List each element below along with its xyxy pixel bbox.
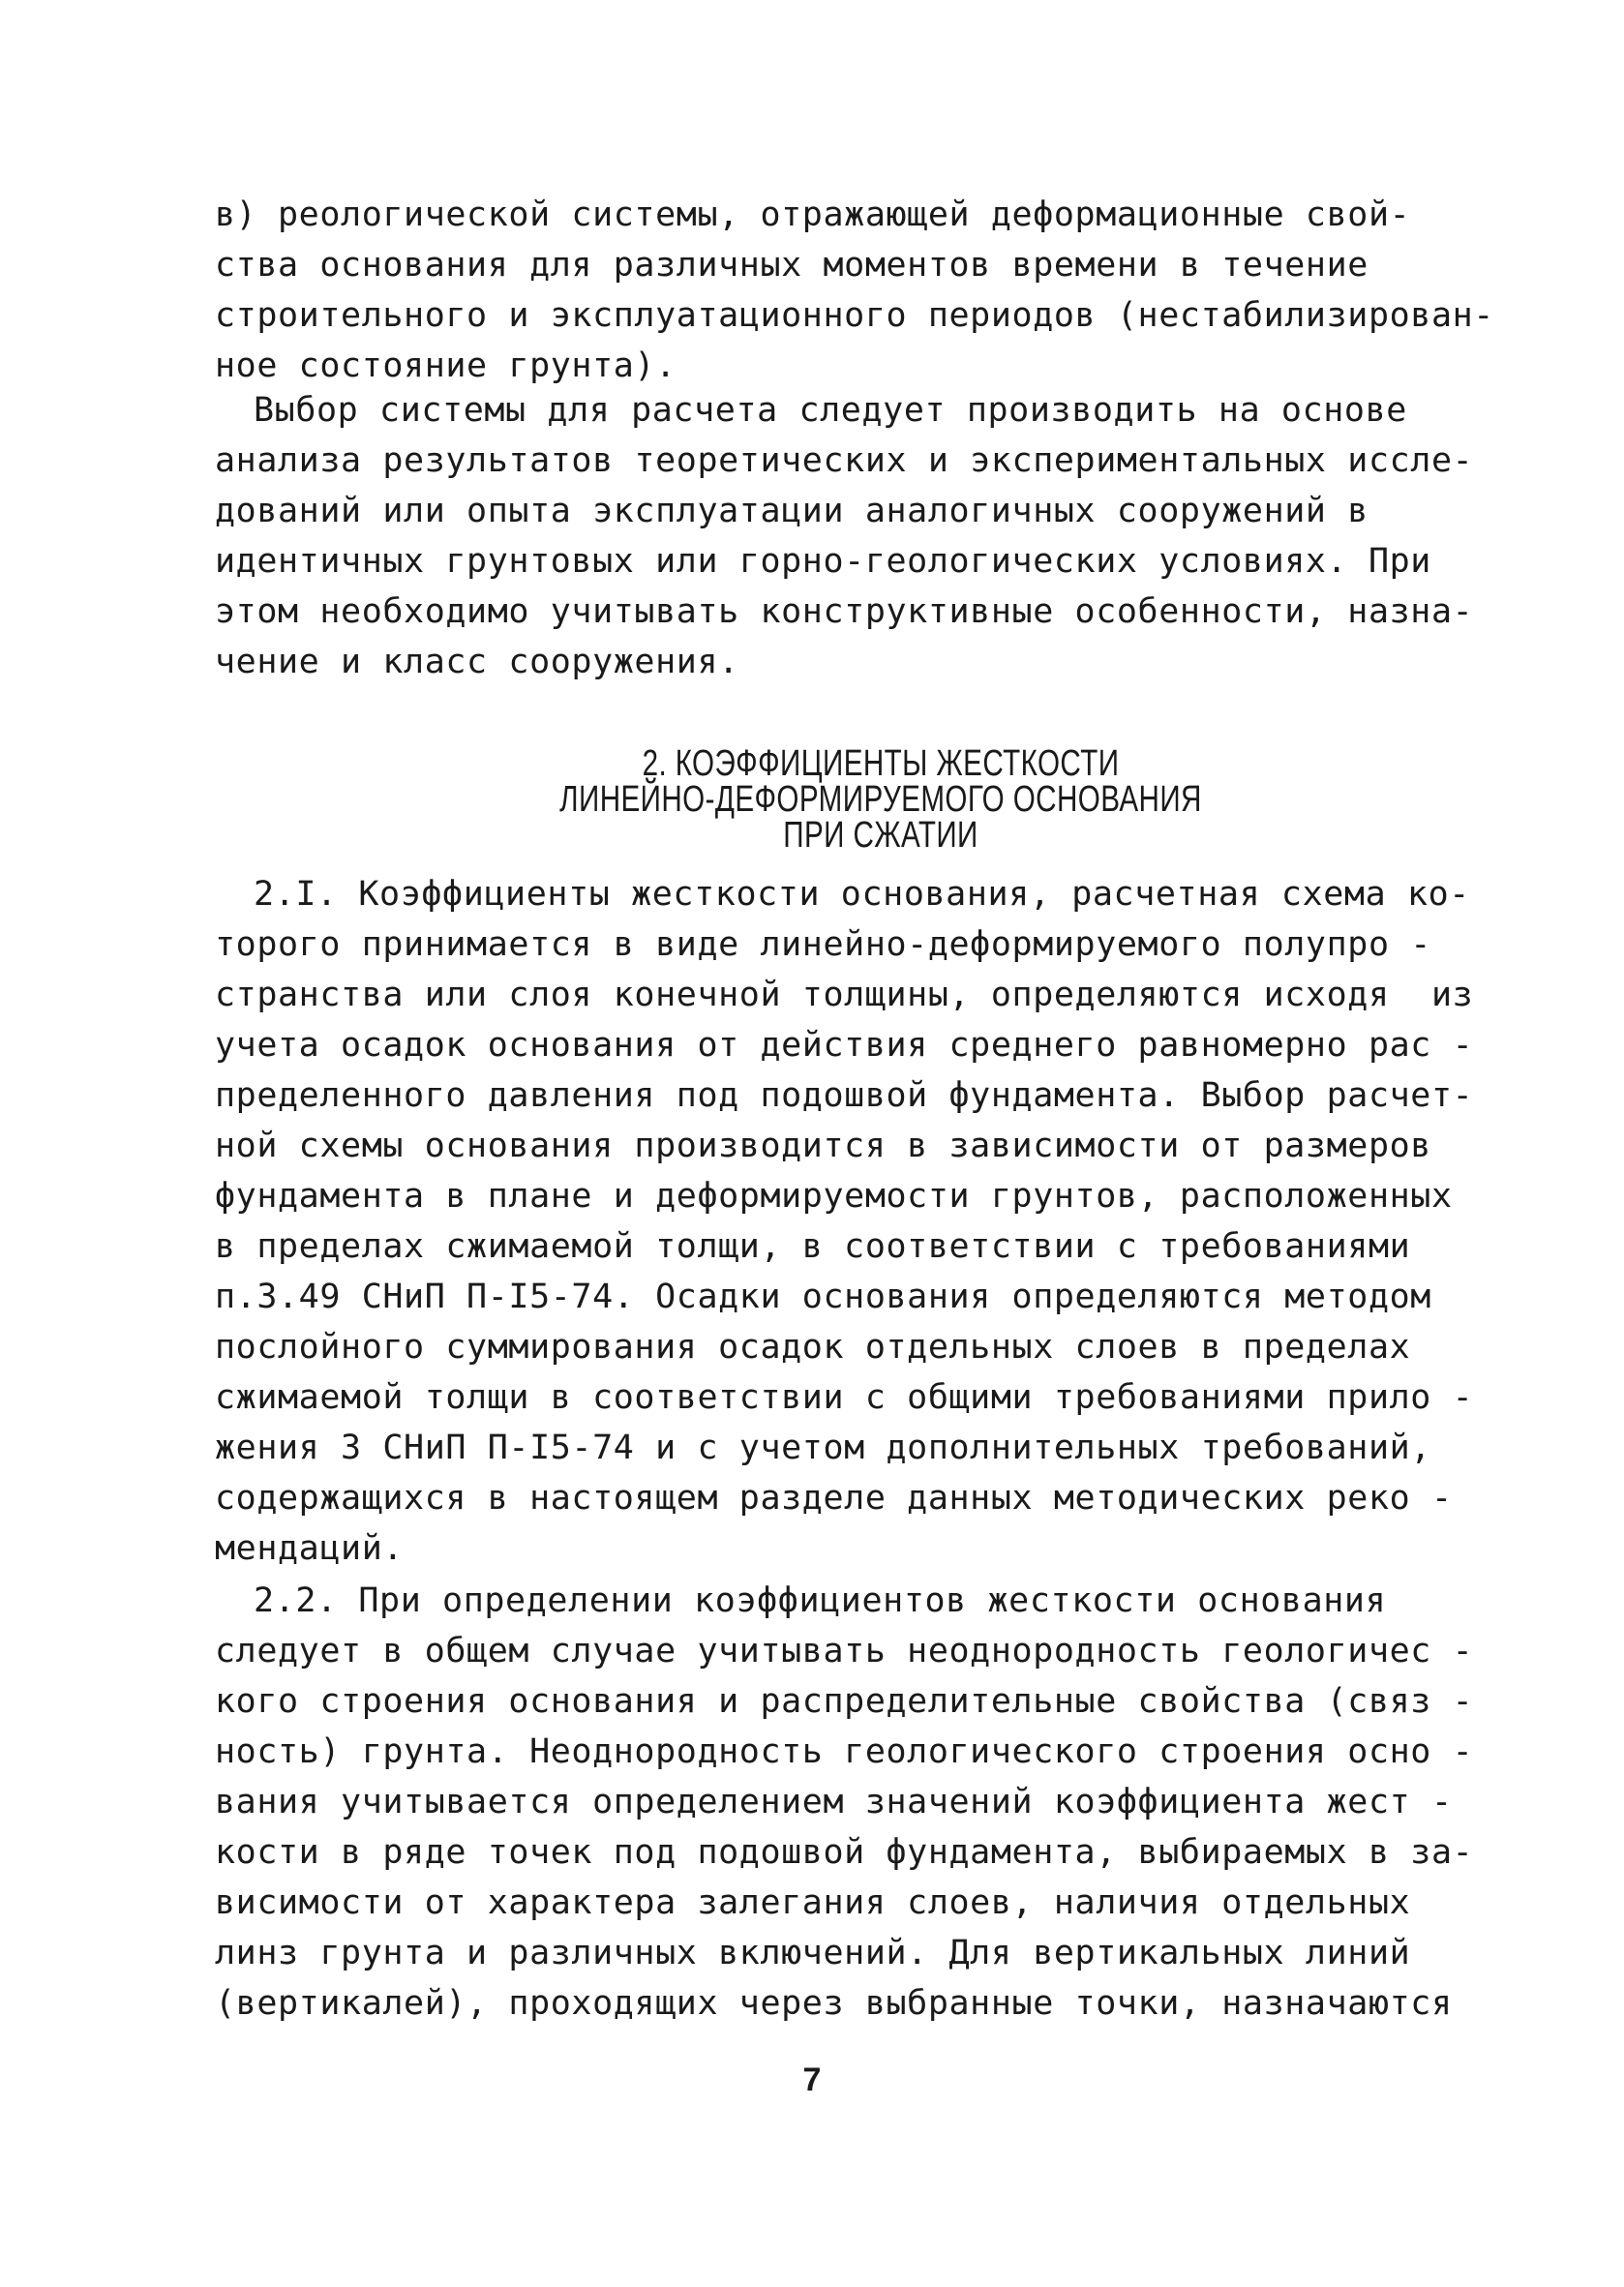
text-line: Выбор системы для расчета следует производить на основе xyxy=(254,391,1407,430)
text-line: торого принимается в виде линейно-деформируемого полупро - xyxy=(215,925,1431,964)
paragraph-v xyxy=(215,190,1494,391)
text-line: странства или слоя конечной толщины, определяются исходя из xyxy=(215,976,1474,1014)
heading-line: 2. КОЭФФИЦИЕНТЫ ЖЕСТКОСТИ xyxy=(642,743,1120,784)
text-line: в) реологической системы, отражающей деформационные свой- xyxy=(215,196,1411,234)
text-line: дований или опыта эксплуатации аналогичных сооружений в xyxy=(215,492,1368,530)
section-heading xyxy=(368,743,1394,856)
text-line: ства основания для различных моментов времени в течение xyxy=(215,246,1368,285)
text-line: содержащихся в настоящем разделе данных методических реко - xyxy=(215,1479,1453,1518)
text-line: 2.2. При определении коэффициентов жесткости основания xyxy=(254,1581,1387,1620)
text-line: 2.I. Коэффициенты жесткости основания, расчетная схема ко- xyxy=(254,875,1470,914)
text-line: линз грунта и различных включений. Для вертикальных линий xyxy=(215,1934,1411,1972)
text-line: фундамента в плане и деформируемости грунтов, расположенных xyxy=(215,1177,1453,1216)
paragraph-2-1 xyxy=(215,869,1474,1574)
text-line: чение и класс сооружения. xyxy=(215,643,739,681)
text-line: следует в общем случае учитывать неоднородность геологичес - xyxy=(215,1632,1474,1670)
text-line: анализа результатов теоретических и экспериментальных иссле- xyxy=(215,441,1474,480)
text-line: кого строения основания и распределительные свойства (связ - xyxy=(215,1682,1474,1721)
text-line: строительного и эксплуатационного периодов (нестабилизирован- xyxy=(215,296,1494,335)
text-line: пределенного давления под подошвой фундамента. Выбор расчет- xyxy=(215,1076,1474,1115)
text-line: ное состояние грунта). xyxy=(215,346,677,385)
paragraph-choice xyxy=(215,385,1474,687)
page-number: 7 xyxy=(802,2061,822,2098)
text-line: сжимаемой толщи в соответствии с общими требованиями прило - xyxy=(215,1378,1474,1417)
text-line: ной схемы основания производится в зависимости от размеров xyxy=(215,1127,1431,1165)
text-line: вания учитывается определением значений коэффициента жест - xyxy=(215,1783,1453,1821)
text-line: висимости от характера залегания слоев, наличия отдельных xyxy=(215,1883,1411,1922)
text-line: этом необходимо учитывать конструктивные особенности, назна- xyxy=(215,592,1474,631)
text-line: п.3.49 СНиП П-I5-74. Осадки основания определяются методом xyxy=(215,1278,1431,1316)
text-line: мендаций. xyxy=(215,1529,405,1568)
text-line: идентичных грунтовых или горно-геологических условиях. При xyxy=(215,542,1431,581)
paragraph-2-2 xyxy=(215,1576,1474,2029)
heading-line: ПРИ СЖАТИИ xyxy=(783,815,978,856)
text-line: послойного суммирования осадок отдельных слоев в пределах xyxy=(215,1328,1411,1367)
heading-line: ЛИНЕЙНО-ДЕФОРМИРУЕМОГО ОСНОВАНИЯ xyxy=(559,779,1202,820)
text-line: жения 3 СНиП П-I5-74 и с учетом дополнительных требований, xyxy=(215,1429,1431,1467)
text-line: ность) грунта. Неоднородность геологического строения осно - xyxy=(215,1732,1474,1771)
text-line: в пределах сжимаемой толщи, в соответствии с требованиями xyxy=(215,1227,1411,1266)
text-line: учета осадок основания от действия среднего равномерно рас - xyxy=(215,1026,1474,1065)
text-line: (вертикалей), проходящих через выбранные точки, назначаются xyxy=(215,1984,1453,2023)
text-line: кости в ряде точек под подошвой фундамента, выбираемых в за- xyxy=(215,1833,1474,1872)
